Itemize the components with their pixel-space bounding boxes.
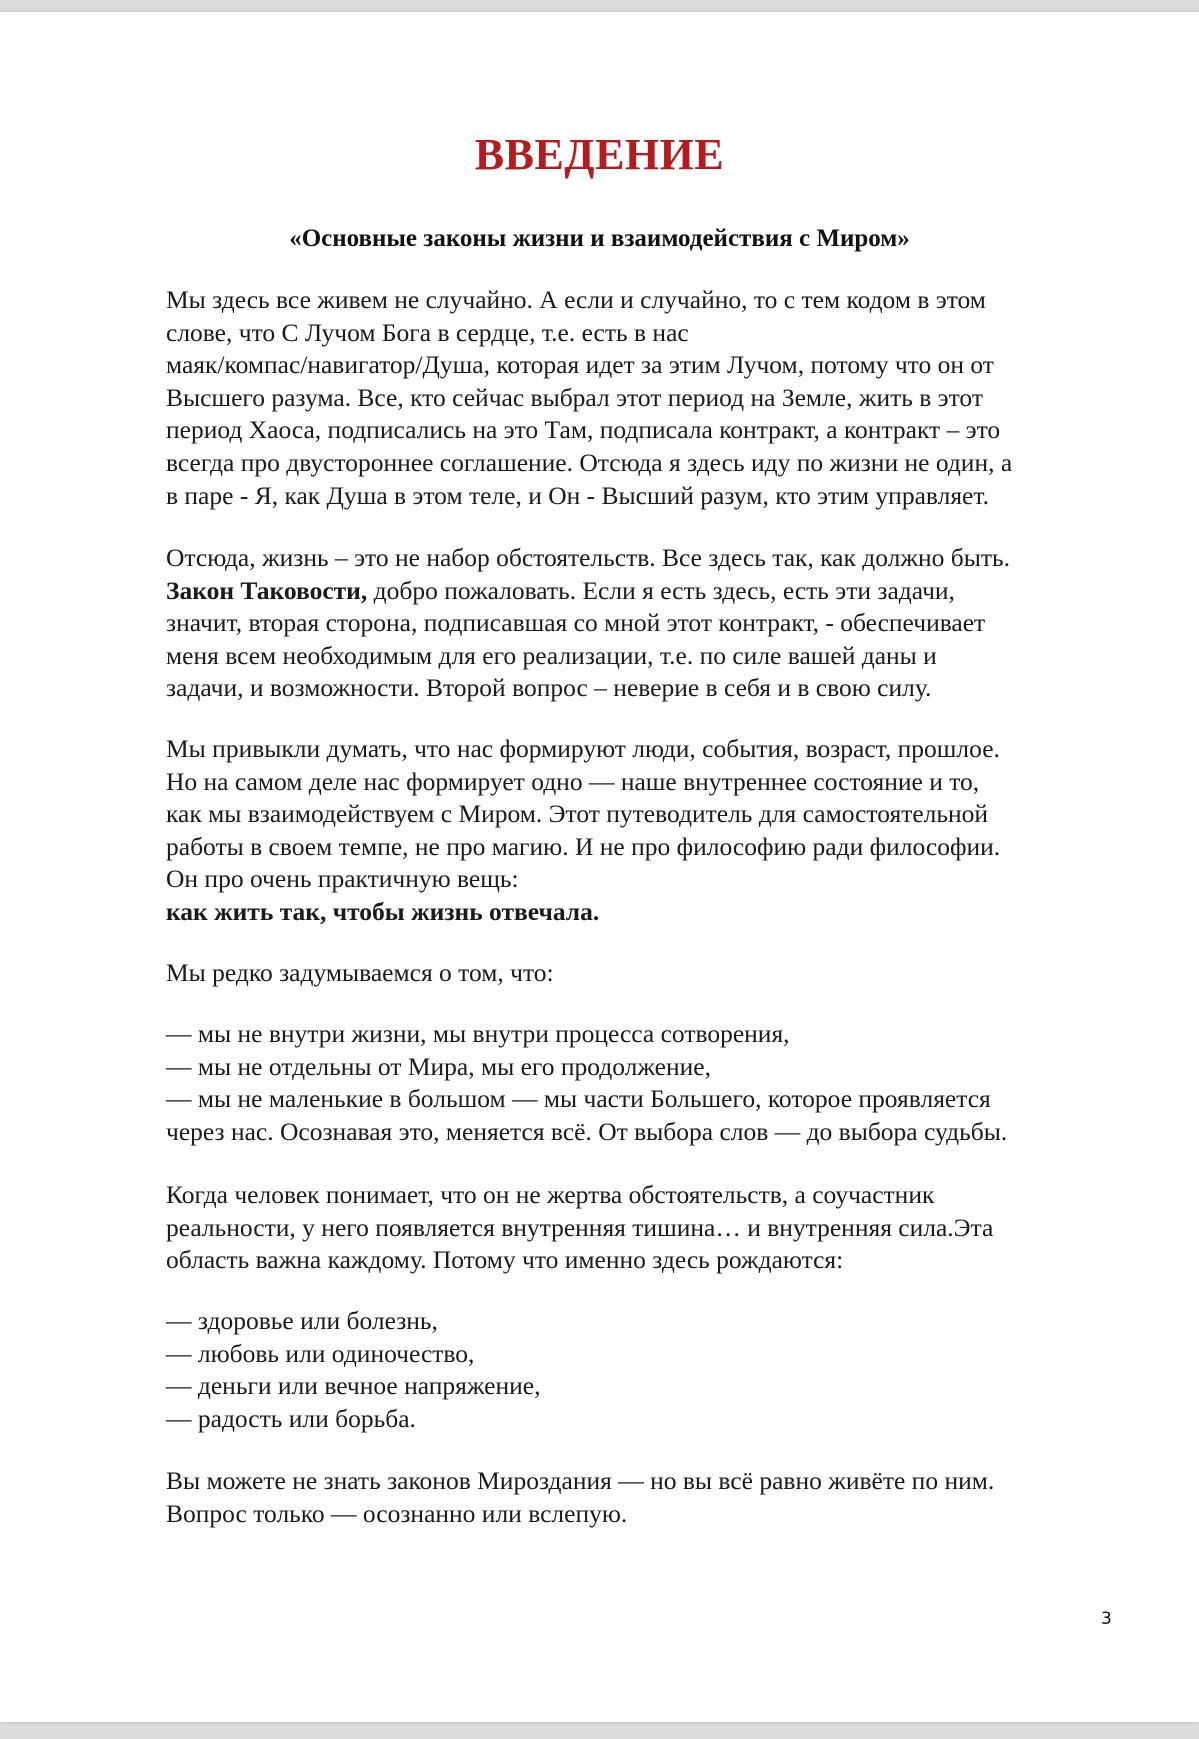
paragraph-line: слове, что С Лучом Бога в сердце, т.е. есть в нас xyxy=(166,317,689,347)
dash-list-2 xyxy=(166,1305,1126,1435)
paragraph-line: как мы взаимодействуем с Миром. Этот путеводитель для самостоятельной xyxy=(166,799,989,829)
page-subtitle: «Основные законы жизни и взаимодействия с Миром» xyxy=(289,225,910,252)
paragraph-line: работы в своем темпе, не про магию. И не про философию ради философии. xyxy=(166,831,1001,861)
paragraph-line: маяк/компас/навигатор/Душа, которая идет за этим Лучом, потому что он от xyxy=(166,350,994,380)
paragraph-line: Мы здесь все живем не случайно. А если и случайно, то с тем кодом в этом xyxy=(166,285,986,314)
paragraph-line: Но на самом деле нас формирует одно — наше внутреннее состояние и то, xyxy=(166,766,980,796)
paragraph-1 xyxy=(166,284,1126,512)
paragraph-line-mixed xyxy=(166,575,1126,608)
dash-list-1 xyxy=(166,1018,1126,1148)
law-name-bold: Закон Таковости, xyxy=(166,575,368,605)
document-page xyxy=(0,12,1199,1722)
list-item: — мы не маленькие в большом — мы части Большего, которое проявляется xyxy=(166,1084,991,1114)
list-item: — радость или борьба. xyxy=(166,1403,416,1433)
paragraph-3 xyxy=(166,733,1126,929)
paragraph-line: Когда человек понимает, что он не жертва обстоятельств, а соучастник xyxy=(166,1180,935,1209)
list-item: — мы не внутри жизни, мы внутри процесса сотворения, xyxy=(166,1019,790,1048)
paragraph-line-rest: добро пожаловать. Если я есть здесь, есть эти задачи, xyxy=(367,575,955,605)
page-number: 3 xyxy=(1101,1609,1112,1629)
paragraph-line: Он про очень практичную вещь: xyxy=(166,864,519,894)
list-item: — любовь или одиночество, xyxy=(166,1338,475,1368)
paragraph-line: реальности, у него появляется внутренняя тишина… и внутренняя сила.Эта xyxy=(166,1212,994,1242)
paragraph-line: меня всем необходимым для его реализации, т.е. по силе вашей даны и xyxy=(166,640,937,670)
paragraph-8 xyxy=(166,1465,1126,1530)
paragraph-line: задачи, и возможности. Второй вопрос – неверие в себя и в свою силу. xyxy=(166,673,932,703)
paragraph-6 xyxy=(166,1179,1126,1277)
list-item: — здоровье или болезнь, xyxy=(166,1306,438,1335)
list-item: — мы не отдельны от Мира, мы его продолжение, xyxy=(166,1051,711,1081)
paragraph-line: в паре - Я, как Душа в этом теле, и Он - Высший разум, кто этим управляет. xyxy=(166,480,989,510)
paragraph-line: период Хаоса, подписались на это Там, подписала контракт, а контракт – это xyxy=(166,415,1001,445)
page-title: ВВЕДЕНИЕ xyxy=(474,130,725,179)
paragraph-line: всегда про двустороннее соглашение. Отсюда я здесь иду по жизни не один, а xyxy=(166,447,1013,477)
paragraph-line: Вы можете не знать законов Мироздания — но вы всё равно живёте по ним. xyxy=(166,1466,995,1495)
paragraph-line: значит, вторая сторона, подписавшая со мной этот контракт, - обеспечивает xyxy=(166,608,986,638)
paragraph-line: Мы редко задумываемся о том, что: xyxy=(166,958,554,987)
paragraph-line: Мы привыкли думать, что нас формируют люди, события, возраст, прошлое. xyxy=(166,734,1000,763)
paragraph-line: Отсюда, жизнь – это не набор обстоятельств. Все здесь так, как должно быть. xyxy=(166,543,1010,572)
paragraph-line: Вопрос только — осознанно или вслепую. xyxy=(166,1498,628,1528)
list-item: — деньги или вечное напряжение, xyxy=(166,1371,541,1401)
paragraph-line: через нас. Осознавая это, меняется всё. От выбора слов — до выбора судьбы. xyxy=(166,1116,1008,1146)
paragraph-4 xyxy=(166,957,1126,990)
paragraph-line: Высшего разума. Все, кто сейчас выбрал этот период на Земле, жить в этот xyxy=(166,382,983,412)
paragraph-line: область важна каждому. Потому что именно здесь рождаются: xyxy=(166,1245,844,1275)
paragraph-2 xyxy=(166,542,1126,705)
key-statement-bold: как жить так, чтобы жизнь отвечала. xyxy=(166,896,600,926)
